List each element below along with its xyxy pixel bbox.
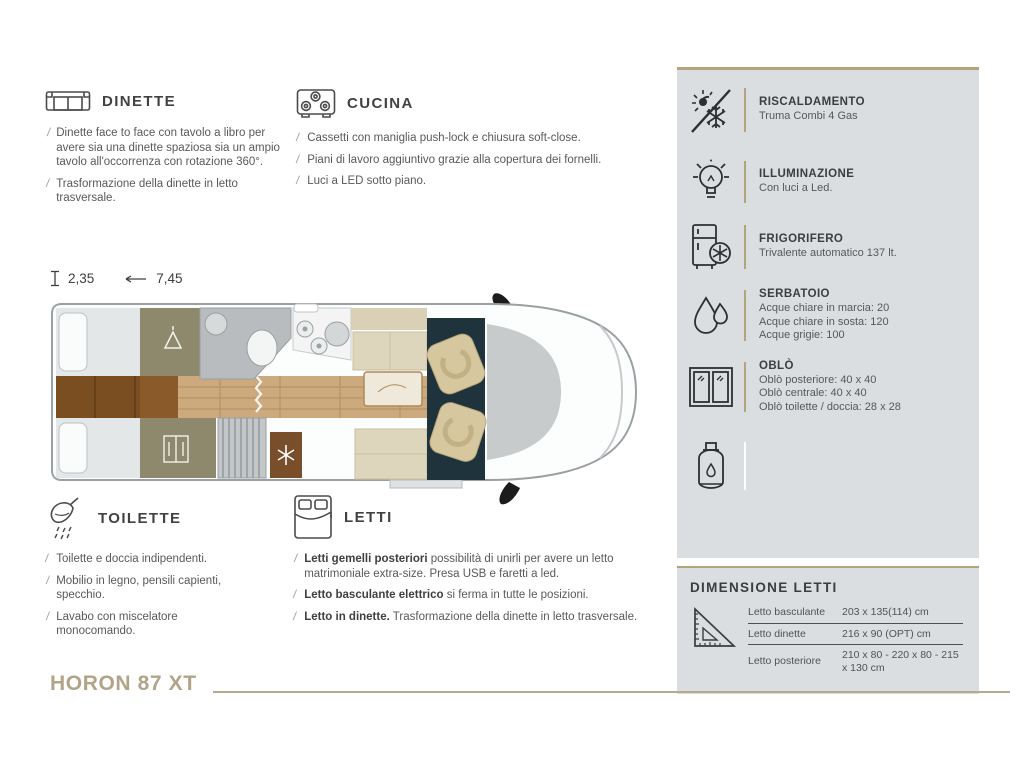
floorplan-dimensions — [50, 270, 183, 287]
feature-line: Oblò posteriore: 40 x 40 — [759, 373, 877, 386]
slash-marker: / — [292, 589, 298, 601]
length-value: 7,45 — [156, 271, 183, 286]
section-letti — [293, 494, 653, 631]
section-dinette — [45, 88, 297, 213]
bullet-item: / Lavabo con miscelatore monocomando. — [45, 610, 257, 639]
heating-lines — [759, 110, 865, 124]
heating-title: RISCALDAMENTO — [759, 96, 865, 109]
skylight-window-icon — [687, 364, 735, 410]
model-name: HORON 87 XT — [50, 672, 197, 695]
feature-lighting — [687, 159, 969, 205]
slash-marker: / — [45, 610, 51, 623]
ruler-triangle-icon — [690, 602, 748, 678]
slash-marker: / — [45, 177, 51, 190]
feature-line: Oblò centrale: 40 x 40 — [759, 387, 867, 399]
lighting-title: ILLUMINAZIONE — [759, 168, 855, 181]
lighting-icon — [687, 159, 735, 205]
toilet — [247, 330, 277, 366]
feature-heating — [687, 86, 969, 134]
fridge-icon — [687, 223, 735, 271]
features-panel — [677, 70, 979, 558]
slash-marker: / — [292, 610, 298, 623]
motorhome-floorplan — [40, 292, 642, 506]
tank-title: SERBATOIO — [759, 288, 830, 300]
separator — [744, 362, 746, 413]
kitchen-sink — [325, 322, 349, 346]
toilette-header — [45, 496, 257, 540]
cucina-icon — [296, 88, 336, 119]
gas-bottle-icon — [687, 440, 735, 492]
feature-line: Truma Combi 4 Gas — [759, 110, 858, 123]
slash-marker: / — [295, 132, 301, 144]
tank-lines — [759, 302, 889, 343]
bed-dimensions-table — [748, 602, 963, 678]
fridge — [270, 432, 302, 478]
bullet-item: / Trasformazione della dinette in letto trasversale. — [45, 177, 297, 206]
skylight-title: OBLÒ — [759, 359, 794, 372]
height-value: 2,35 — [68, 271, 95, 286]
roof-hatch — [294, 304, 318, 312]
toilette-icon — [45, 496, 87, 540]
slash-marker: / — [45, 574, 51, 587]
height-arrow-icon — [50, 270, 60, 287]
feature-line: Acque grigie: 100 — [759, 329, 845, 341]
cucina-bullets — [296, 131, 644, 189]
bathroom-sink — [205, 313, 227, 335]
bed-size-value: 210 x 80 - 220 x 80 - 215 x 130 cm — [842, 649, 959, 674]
wardrobe-top — [140, 308, 206, 376]
length-arrow-icon — [124, 273, 148, 285]
table-row — [748, 624, 963, 646]
section-cucina — [296, 88, 644, 196]
bed-label: Letto dinette — [748, 627, 806, 640]
toilette-title: TOILETTE — [98, 509, 182, 527]
bullet-item: / Cassetti con maniglia push-lock e chiusura soft-close. — [295, 132, 581, 144]
bed-size-value: 216 x 90 (OPT) cm — [842, 627, 931, 640]
entry-step — [390, 480, 462, 488]
pillow — [59, 423, 87, 473]
heating-icon — [687, 86, 735, 134]
feature-fridge — [687, 223, 969, 271]
slash-marker: / — [46, 127, 52, 139]
bullet-item: / Letto in dinette. Trasformazione della dinette in letto trasversale. — [292, 610, 638, 623]
section-toilette — [45, 496, 257, 646]
bed-dimensions-title: DIMENSIONE LETTI — [690, 580, 838, 595]
feature-skylight — [687, 360, 969, 415]
feature-gas — [687, 440, 969, 492]
feature-line: Trivalente automatico 137 lt. — [759, 247, 897, 260]
lighting-lines — [759, 182, 854, 196]
fridge-title: FRIGORIFERO — [759, 233, 844, 246]
spec-sidebar — [677, 67, 979, 694]
table-row — [748, 602, 963, 624]
bed-label: Letto posteriore — [748, 655, 821, 668]
overhead-shelf — [351, 308, 427, 330]
fridge-lines — [759, 247, 897, 261]
skylight-lines — [759, 374, 901, 415]
shower — [218, 418, 266, 478]
feature-line: Acque chiare in sosta: 120 — [759, 315, 889, 328]
separator — [744, 442, 746, 490]
panel-gap — [677, 558, 979, 566]
pillow — [59, 313, 87, 371]
bullet-item: / Piani di lavoro aggiuntivo grazie alla copertura dei fornelli. — [295, 153, 602, 166]
toilette-bullets — [45, 552, 257, 639]
cucina-title: CUCINA — [347, 95, 414, 112]
separator — [744, 290, 746, 341]
bullet-item: / Dinette face to face con tavolo a libro per avere sia una dinette spaziosa sia un ampio tavolo all'occorrenza con rotazione 360°. — [45, 126, 297, 170]
slash-marker: / — [293, 553, 299, 565]
feature-tank — [687, 288, 969, 343]
slash-marker: / — [295, 175, 301, 187]
letti-icon — [293, 494, 333, 540]
feature-line: Con luci a Led. — [759, 182, 833, 195]
dinette-header — [45, 88, 297, 114]
dinette-bullets — [45, 126, 297, 206]
bed-size-value: 203 x 135(114) cm — [842, 606, 929, 618]
separator — [744, 161, 746, 203]
dinette-title: DINETTE — [102, 92, 176, 110]
separator — [744, 88, 746, 132]
feature-line: Acque chiare in marcia: 20 — [759, 302, 890, 314]
slash-marker: / — [295, 153, 301, 166]
bed-label: Letto basculante — [748, 606, 826, 618]
footer-accent-line — [213, 691, 1010, 693]
separator — [744, 225, 746, 269]
bullet-item: / Luci a LED sotto piano. — [295, 175, 427, 187]
cucina-header — [296, 88, 644, 119]
letti-header — [293, 494, 653, 540]
slash-marker: / — [44, 553, 50, 565]
water-tank-icon — [687, 292, 735, 338]
bed-dimensions-panel — [677, 568, 979, 694]
feature-line: Oblò toilette / doccia: 28 x 28 — [759, 400, 901, 413]
bullet-item: / Letto basculante elettrico si ferma in tutte le posizioni. — [292, 589, 589, 601]
bullet-item: / Toilette e doccia indipendenti. — [44, 553, 208, 565]
dinette-table — [364, 372, 422, 406]
table-row — [748, 645, 963, 678]
bullet-item: / Letti gemelli posteriori possibilità di unirli per avere un letto matrimoniale extra-size. Presa USB e faretti a led. — [293, 552, 653, 581]
letti-bullets — [293, 552, 653, 624]
dinette-icon — [45, 88, 91, 114]
letti-title: LETTI — [344, 508, 393, 526]
bullet-item: / Mobilio in legno, pensili capienti, specchio. — [45, 574, 257, 603]
wardrobe-bottom — [140, 418, 216, 478]
